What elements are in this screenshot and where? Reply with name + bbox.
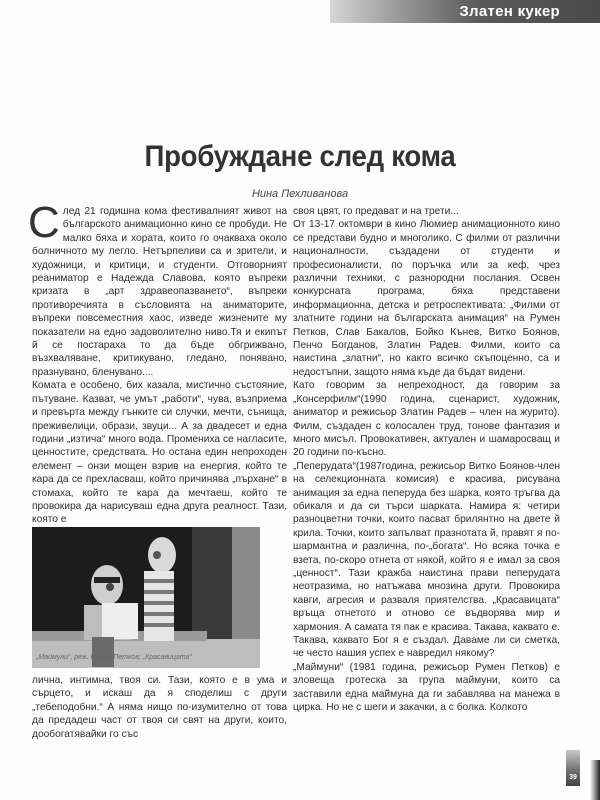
figure-caption: „Маймуни“, реж. Румен Петков; „Красавицата“ — [36, 654, 192, 661]
left-column — [28, 198, 287, 527]
section-header-band — [330, 0, 600, 23]
article-author: Нина Пехливанова — [251, 188, 349, 200]
article-figure — [32, 527, 260, 668]
paragraph: лед 21 годишна кома фестивалният живот на българското анимационно кино се пробуди. Не малко бяха и хората, които го очакваха около болничното му легло. Нетърпеливи са и зрители, и художници, и критици, и студенти. Отговорният реаниматор е Надежда Славова, която въпреки кризата в „арт здравеопазването“, въпреки противоречията в съсловията на аниматорите, въпреки повсеместния хаос, изведе жизнените му показатели на едно задоволително ниво.Тя и екипът й се постараха то да бъде обгрижвано, възхваляване, критикувано, гледано, понявано, празнувано, бленувано.... — [32, 206, 287, 378]
page-number: 39 — [569, 774, 577, 781]
animation-still-image — [32, 527, 260, 668]
paragraph: Като говорим за непреходност, да говорим за „Консерфилм“(1990 година, сценарист, художник, аниматор и режисьор Златин Радев – член на журито). Филм, създаден с колосален труд, тонове фантазия и много мисъл. Провокативен, актуален и шамаросващ и 20 години по-късно. — [293, 380, 560, 459]
drop-cap: С — [28, 198, 60, 247]
paragraph: От 13-17 октомври в кино Люмиер анимационното кино се представи будно и многолико. С филми от различни националности, създадени от студенти и професионалисти, по поръчка или за кеф, чрез различни техники, с разнородни послания. Освен конкурсната програма, бяха представени информационна, детска и ретроспективата: „Филми от златните години на българската анимация“ на Румен Петков, Слав Бакалов, Бойко Кънев, Витко Боянов, Пенчо Богданов, Златин Радев. Филми, които са наистина „златни“, но както всичко скъпоценно, са и недостъпни, защото няма къде да бъдат видени. — [293, 219, 560, 378]
paragraph: Комата е особено, бих казала, мистично състояние, пътуване. Казват, че умът „работи“, чува, възприема и превърта между гънките си случки, мечти, сънища, преживелици, образи, звуци... А за двадесет и една години „изтича“ много вода. Промениха се нагласите, ценностите, средствата. Но остана един непроходен елемент – онзи мощен взрив на енергия, който те кара да се прехласваш, който причинява „пърхане“ в стомаха, който те кара да мечтаеш, който те провокира да нарисуваш една друга реалност. Тази, която е — [32, 380, 287, 526]
paragraph: „Маймуни“ (1981 година, режисьор Румен Петков) е зловеща гротеска за група маймуни, които са заставили една маймуна да ги забавлява на манежа в цирка. Но не с шеги и закачки, а с болка. Колкото — [293, 661, 560, 714]
right-column — [293, 205, 560, 714]
left-column-continuation: лична, интимна, твоя си. Тази, която е в ума и сърцето, и искаш да я споделиш с други „тебеподобни.“ А няма нищо по-изумително от това да предадеш част от твоя си свят на други, които, дообогатявайки го със — [32, 675, 287, 740]
paragraph: своя цвят, го предават и на трети... — [293, 206, 459, 217]
article-title: Пробуждане след кома — [144, 140, 456, 173]
page-edge-shadow — [590, 760, 600, 800]
paragraph: „Пеперудата“(1987година, режисьор Витко Боянов-член на селекционната комисия) е красива, рисувана анимация за една пеперуда без шарка, която тръгва да обикаля и да си търси шарката. Намира я: четири разноцветни точки, които пасват брилянтно на двете й крила. Точки, които запълват празнотата й, правят я по-шармантна и различна, по-„богата“. Но всяка точка е взета, по-скоро отнета от някой, който я е имал за своя „ценност“. Тази кражба наистина прави пеперудата неотразима, но натъжава мнозина други. Провокира кавги, агресия и разваля приятелства. „Красавицата“ връща отнетото и отново се въдворява мир и хармония. А самата тя пак е красива. Такава, каквато е. Такава, каквато Бог я е създал. Даваме ли си сметка, че често нашия успех е навредил някому? — [293, 460, 560, 660]
section-title: Златен кукер — [459, 3, 560, 20]
